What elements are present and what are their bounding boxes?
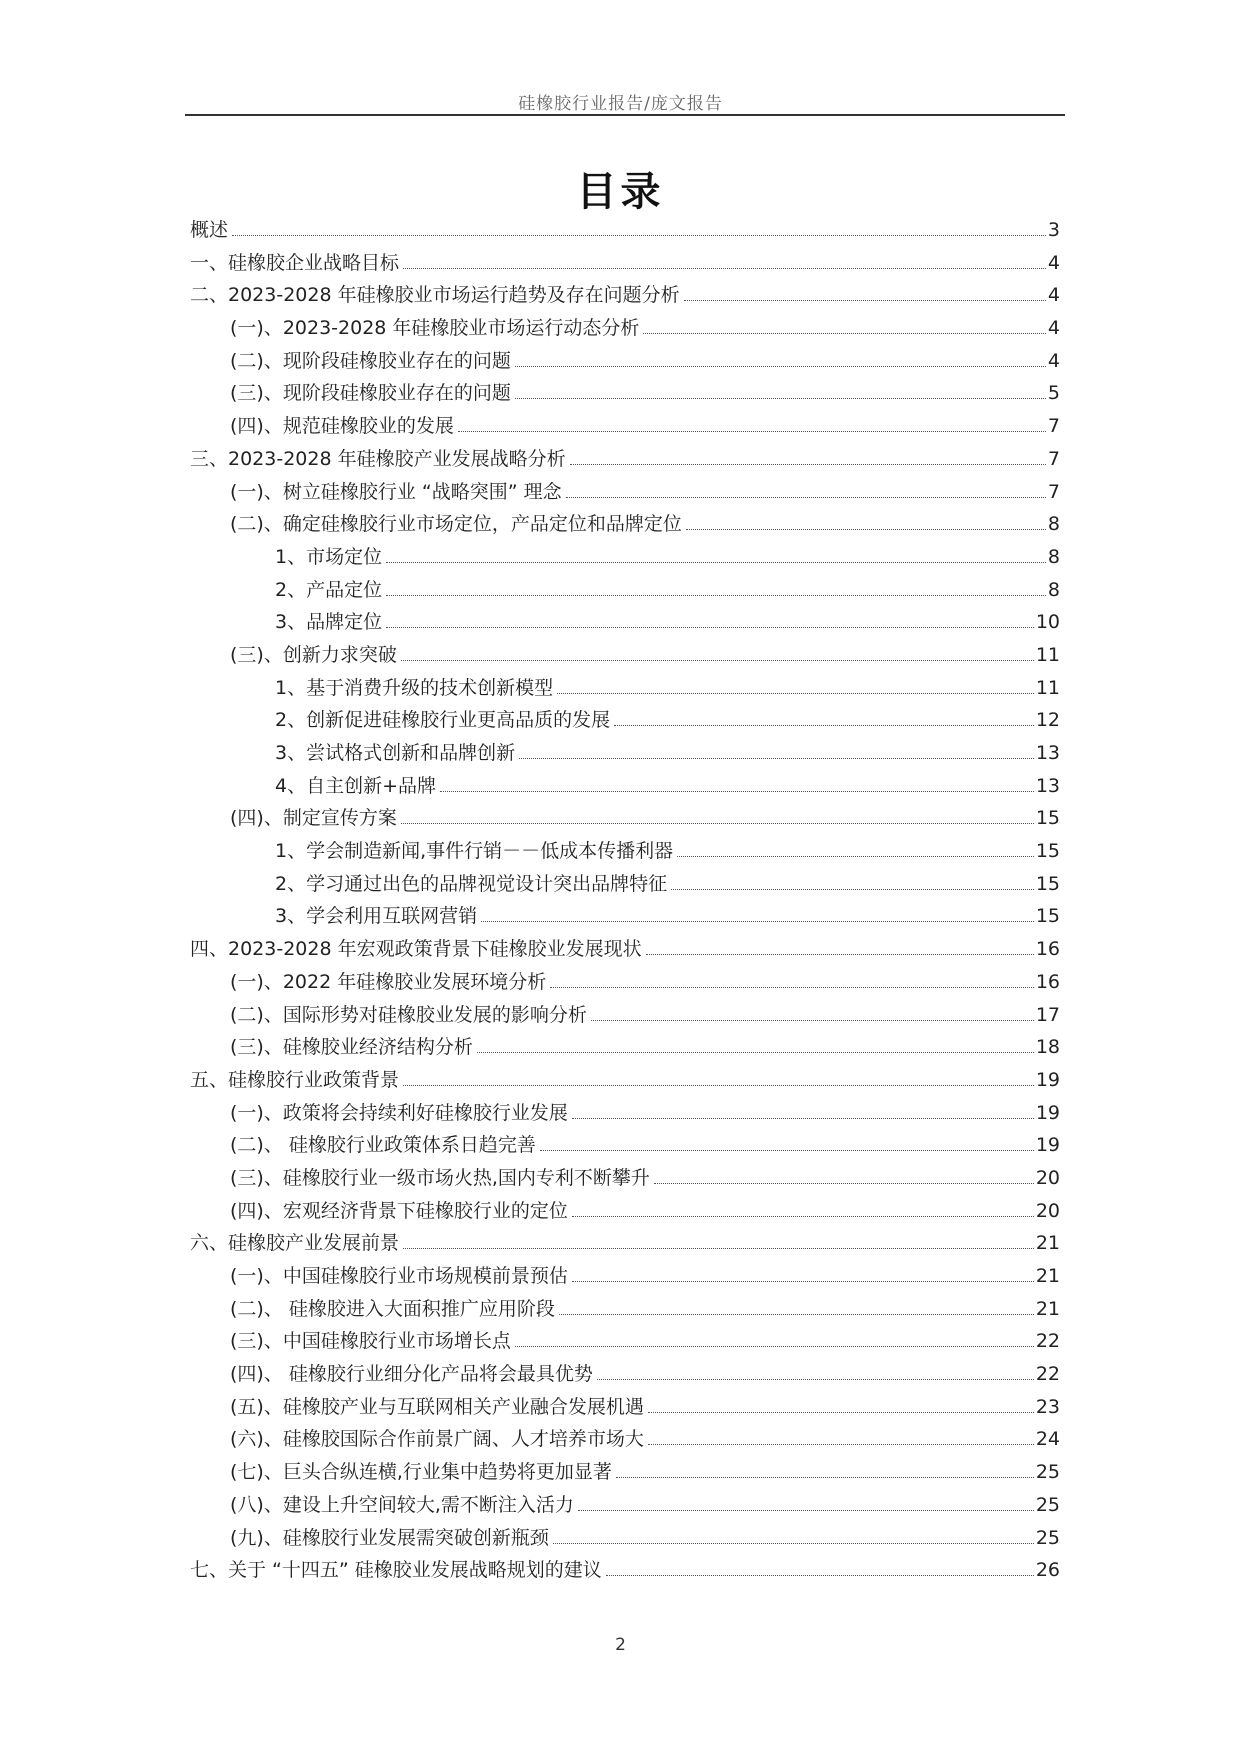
- toc-entry[interactable]: [190, 1034, 1060, 1067]
- toc-dot-leader: [643, 333, 1045, 334]
- table-of-contents: [190, 217, 1060, 1590]
- toc-entry-title: (七)、巨头合纵连横,行业集中趋势将更加显著: [230, 1461, 612, 1484]
- toc-dot-leader: [515, 366, 1046, 367]
- toc-entry-page: 8: [1047, 513, 1060, 536]
- toc-entry-page: 8: [1047, 578, 1060, 601]
- toc-entry[interactable]: [190, 1132, 1060, 1165]
- toc-dot-leader: [597, 1379, 1034, 1380]
- toc-entry-title: (一)、中国硅橡胶行业市场规模前景预估: [230, 1265, 568, 1287]
- toc-entry[interactable]: [190, 903, 1060, 936]
- toc-entry-page: 19: [1035, 1068, 1060, 1091]
- toc-entry-title: 2、学习通过出色的品牌视觉设计突出品牌特征: [275, 872, 668, 895]
- toc-entry[interactable]: [190, 675, 1060, 708]
- toc-entry-page: 23: [1035, 1395, 1060, 1418]
- toc-entry-page: 11: [1035, 643, 1060, 666]
- toc-dot-leader: [401, 660, 1034, 661]
- toc-entry-page: 19: [1035, 1101, 1060, 1124]
- toc-entry-title: (二)、确定硅橡胶行业市场定位，产品定位和品牌定位: [230, 513, 682, 536]
- toc-entry-page: 12: [1035, 709, 1060, 732]
- toc-dot-leader: [606, 1575, 1034, 1576]
- toc-entry-title: 三、2023-2028 年硅橡胶产业发展战略分析: [190, 447, 566, 470]
- toc-entry-title: (二)、 硅橡胶进入大面积推广应用阶段: [230, 1297, 555, 1320]
- toc-entry-page: 16: [1035, 938, 1060, 961]
- toc-entry-title: (八)、建设上升空间较大,需不断注入活力: [230, 1493, 574, 1516]
- toc-entry-title: (一)、2022 年硅橡胶业发展环境分析: [230, 970, 547, 993]
- toc-entry-title: (五)、硅橡胶产业与互联网相关产业融合发展机遇: [230, 1395, 644, 1418]
- toc-entry[interactable]: [190, 1394, 1060, 1427]
- toc-dot-leader: [686, 529, 1046, 530]
- toc-entry-page: 11: [1035, 676, 1060, 699]
- toc-entry-page: 25: [1035, 1461, 1060, 1484]
- toc-entry[interactable]: [190, 348, 1060, 381]
- toc-dot-leader: [386, 562, 1046, 563]
- toc-entry-title: 一、硅橡胶企业战略目标: [190, 251, 400, 274]
- toc-entry[interactable]: [190, 1067, 1060, 1100]
- toc-entry[interactable]: [190, 282, 1060, 315]
- toc-entry[interactable]: [190, 511, 1060, 544]
- toc-entry-title: 3、学会利用互联网营销: [275, 905, 478, 928]
- toc-dot-leader: [557, 693, 1034, 694]
- toc-entry[interactable]: [190, 577, 1060, 610]
- toc-dot-leader: [648, 1444, 1034, 1445]
- toc-entry-page: 7: [1047, 415, 1060, 438]
- toc-entry[interactable]: [190, 1361, 1060, 1394]
- toc-entry-title: (九)、硅橡胶行业发展需突破创新瓶颈: [230, 1526, 549, 1549]
- toc-entry[interactable]: [190, 707, 1060, 740]
- toc-entry[interactable]: [190, 250, 1060, 283]
- toc-entry-page: 8: [1047, 545, 1060, 568]
- toc-dot-leader: [401, 823, 1034, 824]
- toc-dot-leader: [572, 1118, 1034, 1119]
- header-divider: [185, 114, 1065, 116]
- toc-entry-page: 5: [1047, 382, 1060, 405]
- toc-entry-page: 10: [1035, 611, 1060, 634]
- toc-entry-title: (三)、硅橡胶行业一级市场火热,国内专利不断攀升: [230, 1166, 650, 1189]
- toc-dot-leader: [540, 1150, 1034, 1151]
- toc-entry-title: 概述: [190, 219, 229, 241]
- toc-entry[interactable]: [190, 1557, 1060, 1590]
- toc-dot-leader: [648, 1412, 1034, 1413]
- toc-entry[interactable]: [190, 773, 1060, 806]
- toc-entry[interactable]: [190, 1426, 1060, 1459]
- toc-dot-leader: [570, 464, 1046, 465]
- toc-entry-title: (四)、制定宣传方案: [230, 807, 397, 830]
- toc-entry-page: 17: [1035, 1003, 1060, 1026]
- toc-entry[interactable]: [190, 1328, 1060, 1361]
- toc-entry[interactable]: [190, 642, 1060, 675]
- toc-entry-title: (六)、硅橡胶国际合作前景广阔、人才培养市场大: [230, 1428, 644, 1451]
- toc-entry-page: 7: [1047, 447, 1060, 470]
- toc-entry[interactable]: [190, 1100, 1060, 1133]
- toc-dot-leader: [566, 497, 1046, 498]
- toc-entry-title: 3、尝试格式创新和品牌创新: [275, 742, 516, 764]
- toc-entry-page: 16: [1035, 970, 1060, 993]
- toc-entry-page: 20: [1035, 1199, 1060, 1222]
- toc-entry[interactable]: [190, 1002, 1060, 1035]
- toc-entry-title: 1、学会制造新闻,事件行销－－低成本传播利器: [275, 840, 674, 863]
- toc-dot-leader: [671, 889, 1034, 890]
- toc-entry-title: (四)、规范硅橡胶业的发展: [230, 415, 454, 438]
- toc-entry-page: 4: [1047, 284, 1060, 307]
- toc-entry-page: 4: [1047, 349, 1060, 372]
- toc-entry-page: 22: [1035, 1363, 1060, 1386]
- toc-entry-title: (三)、硅橡胶业经济结构分析: [230, 1036, 473, 1059]
- toc-entry-page: 15: [1035, 807, 1060, 830]
- toc-entry[interactable]: [190, 1165, 1060, 1198]
- toc-entry[interactable]: [190, 871, 1060, 904]
- toc-dot-leader: [614, 725, 1034, 726]
- toc-entry[interactable]: [190, 1296, 1060, 1329]
- toc-entry[interactable]: [190, 1230, 1060, 1263]
- toc-dot-leader: [519, 758, 1034, 759]
- toc-entry-page: 15: [1035, 872, 1060, 895]
- toc-entry-title: 五、硅橡胶行业政策背景: [190, 1068, 400, 1091]
- toc-dot-leader: [440, 791, 1034, 792]
- toc-entry[interactable]: [190, 544, 1060, 577]
- toc-entry[interactable]: [190, 1492, 1060, 1525]
- toc-dot-leader: [386, 595, 1046, 596]
- toc-dot-leader: [515, 398, 1046, 399]
- toc-entry-page: 13: [1035, 742, 1060, 764]
- toc-entry[interactable]: [190, 1525, 1060, 1558]
- toc-dot-leader: [572, 1281, 1034, 1282]
- toc-dot-leader: [559, 1314, 1034, 1315]
- toc-entry-title: 1、市场定位: [275, 545, 383, 568]
- toc-entry-title: (一)、2023-2028 年硅橡胶业市场运行动态分析: [230, 317, 640, 340]
- toc-entry-page: 4: [1047, 317, 1060, 340]
- toc-entry-title: 4、自主创新+品牌: [275, 774, 437, 797]
- toc-entry-page: 3: [1047, 219, 1060, 241]
- toc-entry-page: 15: [1035, 905, 1060, 928]
- toc-entry-page: 24: [1035, 1428, 1060, 1451]
- toc-entry-page: 18: [1035, 1036, 1060, 1059]
- toc-entry-title: 3、品牌定位: [275, 611, 383, 634]
- toc-dot-leader: [616, 1477, 1034, 1478]
- toc-dot-leader: [550, 987, 1034, 988]
- toc-entry-page: 20: [1035, 1166, 1060, 1189]
- toc-entry[interactable]: [190, 969, 1060, 1002]
- toc-entry[interactable]: [190, 805, 1060, 838]
- toc-entry-title: (二)、国际形势对硅橡胶业发展的影响分析: [230, 1003, 587, 1026]
- toc-dot-leader: [591, 1020, 1034, 1021]
- toc-entry[interactable]: [190, 413, 1060, 446]
- toc-dot-leader: [232, 235, 1046, 236]
- toc-entry-title: (二)、现阶段硅橡胶业存在的问题: [230, 349, 511, 372]
- toc-dot-leader: [646, 954, 1034, 955]
- toc-entry-page: 4: [1047, 251, 1060, 274]
- toc-entry-page: 13: [1035, 774, 1060, 797]
- page-number: 2: [615, 1635, 626, 1655]
- toc-dot-leader: [403, 268, 1046, 269]
- toc-dot-leader: [654, 1183, 1034, 1184]
- toc-entry-title: 七、关于 “十四五” 硅橡胶业发展战略规划的建议: [190, 1559, 602, 1582]
- toc-entry-page: 7: [1047, 480, 1060, 503]
- toc-entry-title: (三)、中国硅橡胶行业市场增长点: [230, 1330, 511, 1353]
- toc-entry[interactable]: [190, 380, 1060, 413]
- toc-entry[interactable]: [190, 609, 1060, 642]
- toc-entry-title: (三)、现阶段硅橡胶业存在的问题: [230, 382, 511, 405]
- toc-entry-title: (一)、政策将会持续利好硅橡胶行业发展: [230, 1101, 568, 1124]
- toc-entry[interactable]: [190, 217, 1060, 250]
- toc-entry[interactable]: [190, 936, 1060, 969]
- toc-entry-page: 21: [1035, 1297, 1060, 1320]
- toc-dot-leader: [477, 1052, 1034, 1053]
- toc-entry-page: 21: [1035, 1265, 1060, 1287]
- toc-entry-title: 二、2023-2028 年硅橡胶业市场运行趋势及存在问题分析: [190, 284, 680, 307]
- toc-entry[interactable]: [190, 1263, 1060, 1296]
- toc-entry-title: (四)、宏观经济背景下硅橡胶行业的定位: [230, 1199, 568, 1222]
- toc-entry-title: (二)、 硅橡胶行业政策体系日趋完善: [230, 1134, 536, 1157]
- toc-entry-title: (四)、 硅橡胶行业细分化产品将会最具优势: [230, 1363, 593, 1386]
- toc-entry[interactable]: [190, 838, 1060, 871]
- toc-dot-leader: [386, 627, 1034, 628]
- toc-entry-title: 1、基于消费升级的技术创新模型: [275, 676, 554, 699]
- toc-dot-leader: [684, 300, 1046, 301]
- toc-entry-page: 19: [1035, 1134, 1060, 1157]
- toc-entry-page: 22: [1035, 1330, 1060, 1353]
- toc-entry-page: 26: [1035, 1559, 1060, 1582]
- toc-entry-page: 15: [1035, 840, 1060, 863]
- toc-title: 目录: [576, 169, 665, 215]
- toc-dot-leader: [677, 856, 1034, 857]
- toc-dot-leader: [403, 1085, 1034, 1086]
- toc-dot-leader: [553, 1543, 1034, 1544]
- toc-dot-leader: [481, 921, 1034, 922]
- toc-entry-page: 25: [1035, 1526, 1060, 1549]
- toc-entry-title: (一)、树立硅橡胶行业 “战略突围” 理念: [230, 480, 562, 503]
- running-header: 硅橡胶行业报告/庞文报告: [518, 94, 723, 114]
- toc-entry[interactable]: [190, 446, 1060, 479]
- toc-entry[interactable]: [190, 315, 1060, 348]
- toc-entry-title: 2、产品定位: [275, 578, 383, 601]
- toc-entry-page: 25: [1035, 1493, 1060, 1516]
- toc-dot-leader: [578, 1510, 1034, 1511]
- toc-dot-leader: [458, 431, 1046, 432]
- toc-dot-leader: [403, 1248, 1034, 1249]
- toc-entry[interactable]: [190, 1198, 1060, 1231]
- toc-entry-page: 21: [1035, 1232, 1060, 1255]
- toc-dot-leader: [515, 1346, 1034, 1347]
- toc-entry-title: 四、2023-2028 年宏观政策背景下硅橡胶业发展现状: [190, 938, 642, 961]
- toc-entry[interactable]: [190, 479, 1060, 512]
- toc-entry-title: (三)、创新力求突破: [230, 643, 397, 666]
- toc-entry-title: 六、硅橡胶产业发展前景: [190, 1232, 400, 1255]
- toc-dot-leader: [572, 1216, 1034, 1217]
- toc-entry[interactable]: [190, 1459, 1060, 1492]
- toc-entry-title: 2、创新促进硅橡胶行业更高品质的发展: [275, 709, 611, 732]
- toc-entry[interactable]: [190, 740, 1060, 773]
